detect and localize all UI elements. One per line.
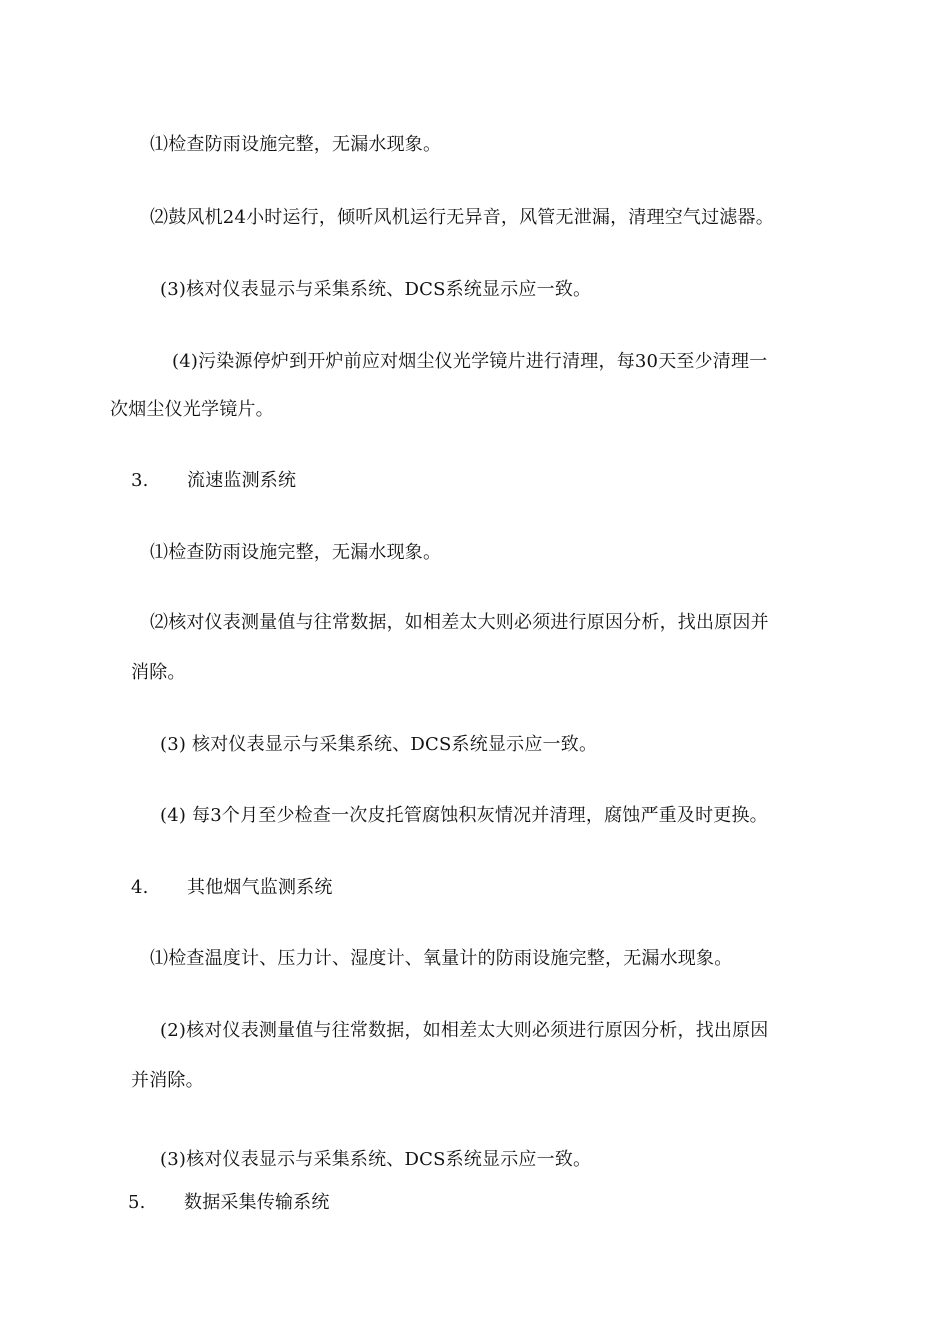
section-number: 5. <box>128 1192 146 1213</box>
section-title: 数据采集传输系统 <box>184 1192 330 1213</box>
paragraph-line: (3)核对仪表显示与采集系统、DCS系统显示应一致。 <box>160 279 592 300</box>
paragraph-line: 消除。 <box>131 662 186 683</box>
paragraph-line: (4) 每3个月至少检查一次皮托管腐蚀积灰情况并清理，腐蚀严重及时更换。 <box>160 805 768 826</box>
section-title: 流速监测系统 <box>187 470 297 491</box>
paragraph-line: 次烟尘仪光学镜片。 <box>110 399 274 420</box>
section-heading <box>128 1191 330 1215</box>
section-heading <box>131 876 333 900</box>
section-number: 3. <box>131 470 149 491</box>
paragraph-line: 并消除。 <box>131 1070 204 1091</box>
section-number: 4. <box>131 877 149 898</box>
paragraph-line: (3)核对仪表显示与采集系统、DCS系统显示应一致。 <box>160 1149 592 1170</box>
paragraph-line: ⑴检查温度计、压力计、湿度计、氧量计的防雨设施完整，无漏水现象。 <box>150 948 733 969</box>
paragraph-line: (3) 核对仪表显示与采集系统、DCS系统显示应一致。 <box>160 734 598 755</box>
paragraph-line: ⑵鼓风机24小时运行，倾听风机运行无异音，风管无泄漏，清理空气过滤器。 <box>150 207 774 228</box>
paragraph-line: (4)污染源停炉到开炉前应对烟尘仪光学镜片进行清理，每30天至少清理一 <box>172 351 768 372</box>
section-title: 其他烟气监测系统 <box>187 877 333 898</box>
paragraph-line: ⑴检查防雨设施完整，无漏水现象。 <box>150 134 442 155</box>
section-heading <box>131 469 296 493</box>
paragraph-line: (2)核对仪表测量值与往常数据，如相差太大则必须进行原因分析，找出原因 <box>160 1020 769 1041</box>
paragraph-line: ⑴检查防雨设施完整，无漏水现象。 <box>150 542 442 563</box>
paragraph-line: ⑵核对仪表测量值与往常数据，如相差太大则必须进行原因分析，找出原因并 <box>150 612 769 633</box>
